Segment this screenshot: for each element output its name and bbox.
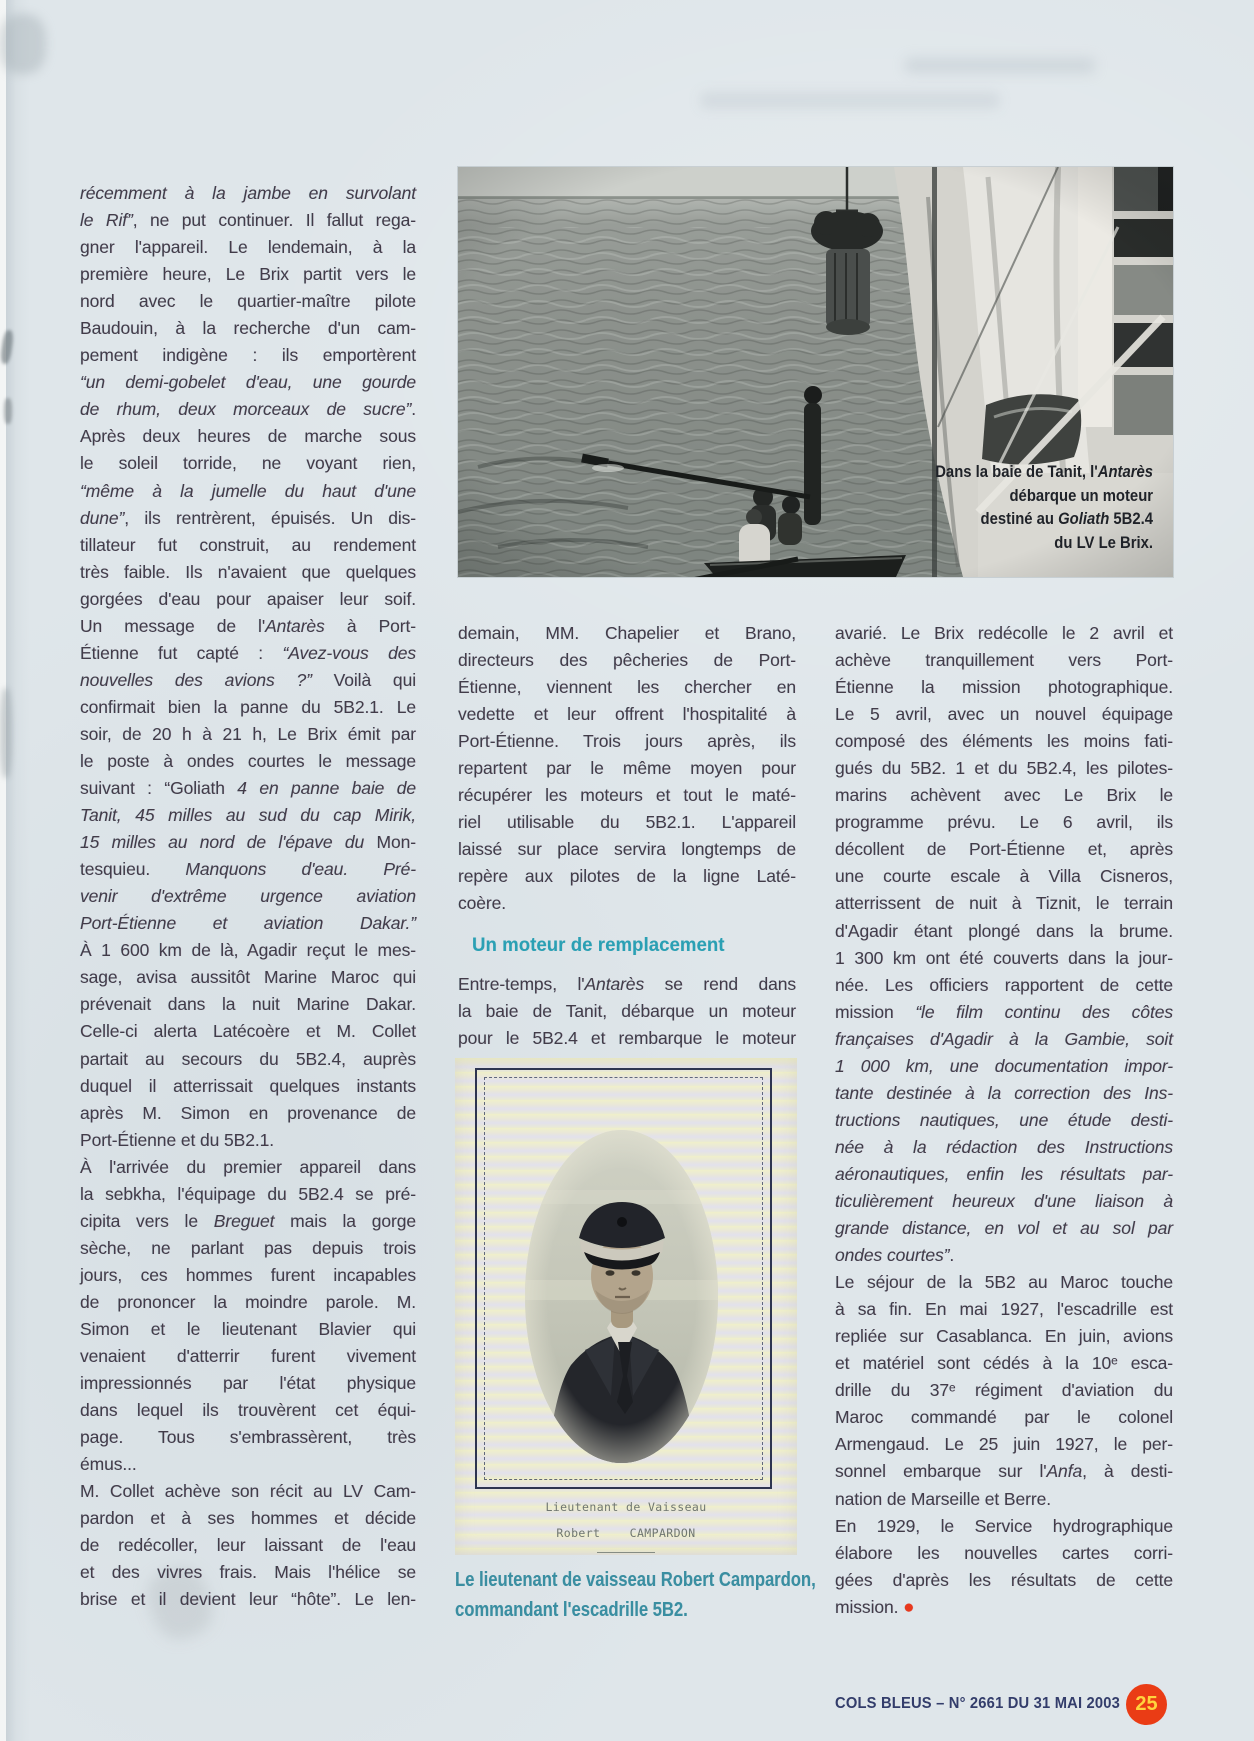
text-line: Port-Étienne et du 5B2.1. bbox=[80, 1129, 275, 1150]
text-line: du LV Le Brix. bbox=[1054, 533, 1153, 552]
text-line: drille du 37ᵉ régiment d'aviation du bbox=[835, 1380, 1173, 1401]
text-line: une courte escale à Villa Cisneros, bbox=[835, 866, 1173, 887]
text-line: avarié. Le Brix redécolle le 2 avril et bbox=[835, 623, 1173, 643]
text-line: d'Agadir étant plongé dans la brume. bbox=[835, 920, 1173, 941]
text-line: composé des éléments les moins fati- bbox=[835, 731, 1173, 752]
text-line: programme prévu. Le 6 avril, ils bbox=[835, 812, 1173, 833]
text-line: gorgées d'eau pour apaiser leur soif. bbox=[80, 588, 416, 609]
text-line: émus... bbox=[80, 1454, 137, 1475]
text-line: la baie de Tanit, débarque un moteur bbox=[458, 1001, 796, 1022]
text-line: Dans la baie de Tanit, l'Antarès bbox=[935, 463, 1153, 481]
text-line: gués du 5B2. 1 et du 5B2.4, les pilotes- bbox=[835, 758, 1173, 779]
text-line: mission. ● bbox=[835, 1596, 915, 1618]
text-line: Après deux heures de marche sous bbox=[80, 426, 416, 447]
text-line: destiné au Goliath 5B2.4 bbox=[980, 510, 1153, 528]
text-line: venaient d'atterrir furent vivement bbox=[80, 1346, 416, 1367]
text-line: M. Collet achève son récit au LV Cam- bbox=[80, 1481, 416, 1502]
text-line: de redécoller, leur laissant de l'eau bbox=[80, 1535, 416, 1556]
text-line: née. Les officiers rapportent de cette bbox=[835, 974, 1173, 995]
text-line: le soleil torride, ne voyant rien, bbox=[80, 453, 416, 474]
portrait-caption-line2: commandant l'escadrille 5B2. bbox=[455, 1598, 688, 1621]
text-line: de rhum, deux morceaux de sucre”. bbox=[80, 399, 416, 420]
page-number-badge bbox=[1126, 1684, 1167, 1725]
text-line: coère. bbox=[458, 893, 507, 914]
text-line: nouvelles des avions ?” Voilà qui bbox=[80, 669, 416, 690]
portrait-caption-line1: Le lieutenant de vaisseau Robert Campardon, bbox=[455, 1569, 816, 1591]
typed-caption-line1: Lieutenant de Vaisseau bbox=[545, 1500, 707, 1514]
page-number: 25 bbox=[1135, 1693, 1158, 1715]
text-line: Port-Étienne et aviation Dakar.” bbox=[80, 913, 416, 934]
bleedthrough-ghost bbox=[905, 58, 1095, 73]
text-line: Étienne, viennent les chercher en bbox=[458, 677, 796, 698]
text-line: Baudouin, à la recherche d'un cam- bbox=[80, 318, 416, 339]
text-line: pardon et à ses hommes et décide bbox=[80, 1508, 416, 1529]
section-heading: Un moteur de remplacement bbox=[472, 934, 725, 956]
text-line: françaises d'Agadir à la Gambie, soit bbox=[835, 1028, 1173, 1049]
text-line: après M. Simon en provenance de bbox=[80, 1102, 416, 1123]
text-line: dune”, ils rentrèrent, épuisés. Un dis- bbox=[80, 507, 416, 528]
footer-issue-info: COLS BLEUS – N° 2661 DU 31 MAI 2003 bbox=[834, 1695, 1120, 1712]
text-line: tillateur fut construit, au rendement bbox=[80, 534, 416, 555]
text-line: Simon et le lieutenant Blavier qui bbox=[80, 1318, 416, 1339]
text-line: gées d'après les résultats de cette bbox=[835, 1569, 1173, 1590]
deck-photo bbox=[458, 167, 1173, 577]
text-line: grande distance, en vol et au sol par bbox=[835, 1218, 1173, 1239]
text-line: jours, ces hommes furent incapables bbox=[80, 1264, 416, 1285]
text-line: Étienne la mission photographique. bbox=[835, 677, 1173, 698]
text-line: repartent par le même moyen pour bbox=[458, 758, 796, 779]
text-line: débarque un moteur bbox=[1009, 486, 1153, 505]
text-line: repère aux pilotes de la ligne Laté- bbox=[458, 866, 796, 887]
text-line: Entre-temps, l'Antarès se rend dans bbox=[458, 974, 796, 994]
text-line: pement indigène : ils emportèrent bbox=[80, 345, 416, 366]
text-line: pour le 5B2.4 et rembarque le moteur bbox=[458, 1028, 796, 1049]
text-line: Le séjour de la 5B2 au Maroc touche bbox=[835, 1272, 1173, 1293]
text-line: duquel il atterrissait quelques instants bbox=[80, 1075, 416, 1096]
text-line: de prononcer la moindre parole. M. bbox=[80, 1291, 416, 1312]
text-line: page. Tous s'embrassèrent, très bbox=[80, 1427, 416, 1448]
text-line: À 1 600 km de là, Agadir reçut le mes- bbox=[80, 940, 416, 961]
text-line: cipita vers le Breguet mais la gorge bbox=[80, 1210, 417, 1231]
text-line: à sa fin. En mai 1927, l'escadrille est bbox=[835, 1299, 1173, 1320]
article-column-right bbox=[835, 620, 1173, 1621]
text-line: sonnel embarque sur l'Anfa, à desti- bbox=[835, 1461, 1173, 1482]
text-line: tesquieu. Manquons d'eau. Pré- bbox=[80, 859, 416, 880]
text-line: laissé sur place servira longtemps de bbox=[458, 839, 796, 860]
text-line: nation de Marseille et Berre. bbox=[835, 1488, 1051, 1509]
text-line: ticulièrement heureux d'une liaison à bbox=[835, 1190, 1173, 1211]
article-column-middle-top bbox=[458, 620, 796, 918]
text-line: vedette et leur offrent l'hospitalité à bbox=[458, 704, 796, 725]
text-line: Tanit, 45 milles au sud du cap Mirik, bbox=[80, 805, 416, 826]
text-line: et matériel sont cédés à la 10ᵉ esca- bbox=[835, 1353, 1173, 1374]
text-line: marins achèvent avec Le Brix le bbox=[835, 785, 1173, 806]
text-line: demain, MM. Chapelier et Brano, bbox=[458, 623, 796, 643]
text-line: Le 5 avril, avec un nouvel équipage bbox=[835, 704, 1173, 725]
text-line: repliée sur Casablanca. En juin, avions bbox=[835, 1326, 1173, 1347]
article-column-left bbox=[80, 180, 416, 1613]
text-line: sage, avisa aussitôt Marine Maroc qui bbox=[80, 967, 416, 988]
text-line: partait au secours du 5B2.4, auprès bbox=[80, 1048, 416, 1069]
text-line: venir d'extrême urgence aviation bbox=[80, 886, 416, 907]
text-line: Étienne fut capté : “Avez-vous des bbox=[80, 642, 416, 663]
text-line: la sebkha, l'équipage du 5B2.4 se pré- bbox=[80, 1183, 416, 1204]
text-line: 1 300 km ont été couverts dans la jour- bbox=[835, 947, 1173, 968]
text-line: prévenait dans la nuit Marine Dakar. bbox=[80, 994, 416, 1015]
article-column-middle-bottom bbox=[458, 971, 796, 1052]
portrait-photo-block bbox=[455, 1058, 797, 1555]
text-line: soir, de 20 h à 21 h, Le Brix émit par bbox=[80, 723, 416, 744]
text-line: sèche, ne parlant pas depuis trois bbox=[80, 1237, 416, 1258]
text-line: mission “le film continu des côtes bbox=[835, 1001, 1173, 1022]
text-line: très faible. Ils n'avaient que quelques bbox=[80, 561, 416, 582]
text-line: Celle-ci alerta Latécoère et M. Collet bbox=[80, 1021, 416, 1042]
text-line: achève tranquillement vers Port- bbox=[835, 650, 1173, 671]
text-line: le Rif”, ne put continuer. Il fallut rega- bbox=[80, 210, 416, 231]
text-line: Un message de l'Antarès à Port- bbox=[80, 615, 416, 636]
text-line: Armengaud. Le 25 juin 1927, le per- bbox=[835, 1434, 1173, 1455]
text-line: Port-Étienne. Trois jours après, ils bbox=[458, 731, 796, 752]
text-line: directeurs des pêcheries de Port- bbox=[458, 650, 796, 671]
text-line: suivant : “Goliath 4 en panne baie de bbox=[80, 778, 417, 799]
text-line: En 1929, le Service hydrographique bbox=[835, 1515, 1173, 1536]
page-edge bbox=[0, 0, 6, 1741]
text-line: nord avec le quartier-maître pilote bbox=[80, 291, 416, 312]
text-line: “un demi-gobelet d'eau, une gourde bbox=[80, 372, 416, 393]
text-line: et des vivres frais. Mais l'hélice se bbox=[80, 1562, 416, 1583]
text-line: dans lequel ils trouvèrent cet équi- bbox=[80, 1400, 416, 1421]
text-line: décollent de Port-Étienne et, après bbox=[835, 839, 1173, 860]
text-line: impressionnés par l'état physique bbox=[80, 1373, 416, 1394]
text-line: ondes courtes”. bbox=[835, 1245, 955, 1266]
text-line: À l'arrivée du premier appareil dans bbox=[80, 1156, 416, 1177]
text-line: le poste à ondes courtes le message bbox=[80, 750, 416, 771]
text-line: atterrissent de nuit à Tiznit, le terrain bbox=[835, 893, 1173, 914]
text-line: première heure, Le Brix partit vers le bbox=[80, 264, 416, 285]
text-line: Maroc commandé par le colonel bbox=[835, 1407, 1173, 1428]
text-line: “même à la jumelle du haut d'une bbox=[80, 480, 416, 501]
text-line: riel utilisable du 5B2.1. L'appareil bbox=[458, 812, 796, 833]
bleedthrough-ghost bbox=[700, 92, 1000, 109]
text-line: tante destinée à la correction des Ins- bbox=[835, 1082, 1173, 1103]
text-line: 15 milles au nord de l'épave du Mon- bbox=[80, 832, 417, 853]
typed-caption-line2: Robert CAMPARDON bbox=[556, 1526, 696, 1540]
text-line: tructions nautiques, une étude desti- bbox=[835, 1109, 1173, 1130]
text-line: récemment à la jambe en survolant bbox=[80, 183, 416, 203]
text-line: brise et il devient leur “hôte”. Le len- bbox=[80, 1589, 416, 1610]
deck-photo-caption bbox=[935, 461, 1153, 555]
text-line: aéronautiques, enfin les résultats par- bbox=[835, 1163, 1173, 1184]
text-line: confirmait bien la panne du 5B2.1. Le bbox=[80, 696, 416, 717]
text-line: gner l'appareil. Le lendemain, à la bbox=[80, 237, 416, 258]
typed-caption-rule bbox=[597, 1552, 655, 1553]
portrait-oval-photo bbox=[525, 1130, 718, 1463]
portrait-caption bbox=[455, 1566, 816, 1625]
text-line: élabore les nouvelles cartes corri- bbox=[835, 1542, 1173, 1563]
text-line: 1 000 km, une documentation impor- bbox=[835, 1055, 1173, 1076]
text-line: récupérer les moteurs et tout le maté- bbox=[458, 785, 796, 806]
text-line: née à la rédaction des Instructions bbox=[835, 1136, 1173, 1157]
